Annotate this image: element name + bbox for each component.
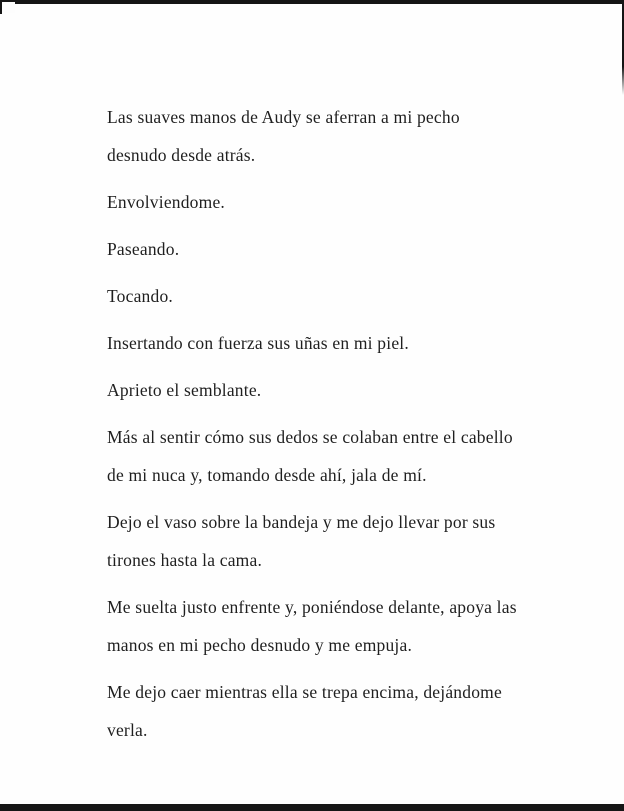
paragraph xyxy=(107,230,577,268)
text-line: Me suelta justo enfrente y, poniéndose delante, apoya las xyxy=(107,597,517,617)
text-line: tirones hasta la cama. xyxy=(107,550,263,570)
text-line: Tocando. xyxy=(107,286,173,306)
paragraph xyxy=(107,503,577,579)
paragraph xyxy=(107,183,577,221)
text-line: Paseando. xyxy=(107,239,180,259)
paragraph xyxy=(107,277,577,315)
paragraph xyxy=(107,324,577,362)
text-line: desnudo desde atrás. xyxy=(107,145,256,165)
scan-edge-bottom xyxy=(0,804,624,811)
text-line: Más al sentir cómo sus dedos se colaban entre el cabello xyxy=(107,427,513,447)
text-line: Insertando con fuerza sus uñas en mi piel. xyxy=(107,333,409,353)
paragraph xyxy=(107,418,577,494)
text-line: Dejo el vaso sobre la bandeja y me dejo llevar por sus xyxy=(107,512,496,532)
text-line: Las suaves manos de Audy se aferran a mi pecho xyxy=(107,107,460,127)
text-line: Me dejo caer mientras ella se trepa encima, dejándome xyxy=(107,682,502,702)
text-line: de mi nuca y, tomando desde ahí, jala de mí. xyxy=(107,465,427,485)
paragraph xyxy=(107,588,577,664)
scan-edge-top xyxy=(0,0,624,4)
text-line: verla. xyxy=(107,720,148,740)
page-text xyxy=(107,98,577,758)
paragraph xyxy=(107,98,577,174)
text-line: Envolviendome. xyxy=(107,192,225,212)
text-line: Aprieto el semblante. xyxy=(107,380,262,400)
paragraph xyxy=(107,371,577,409)
text-line: manos en mi pecho desnudo y me empuja. xyxy=(107,635,413,655)
scan-edge-top-notch xyxy=(0,2,15,13)
paragraph xyxy=(107,673,577,749)
scan-edge-left xyxy=(0,0,2,14)
